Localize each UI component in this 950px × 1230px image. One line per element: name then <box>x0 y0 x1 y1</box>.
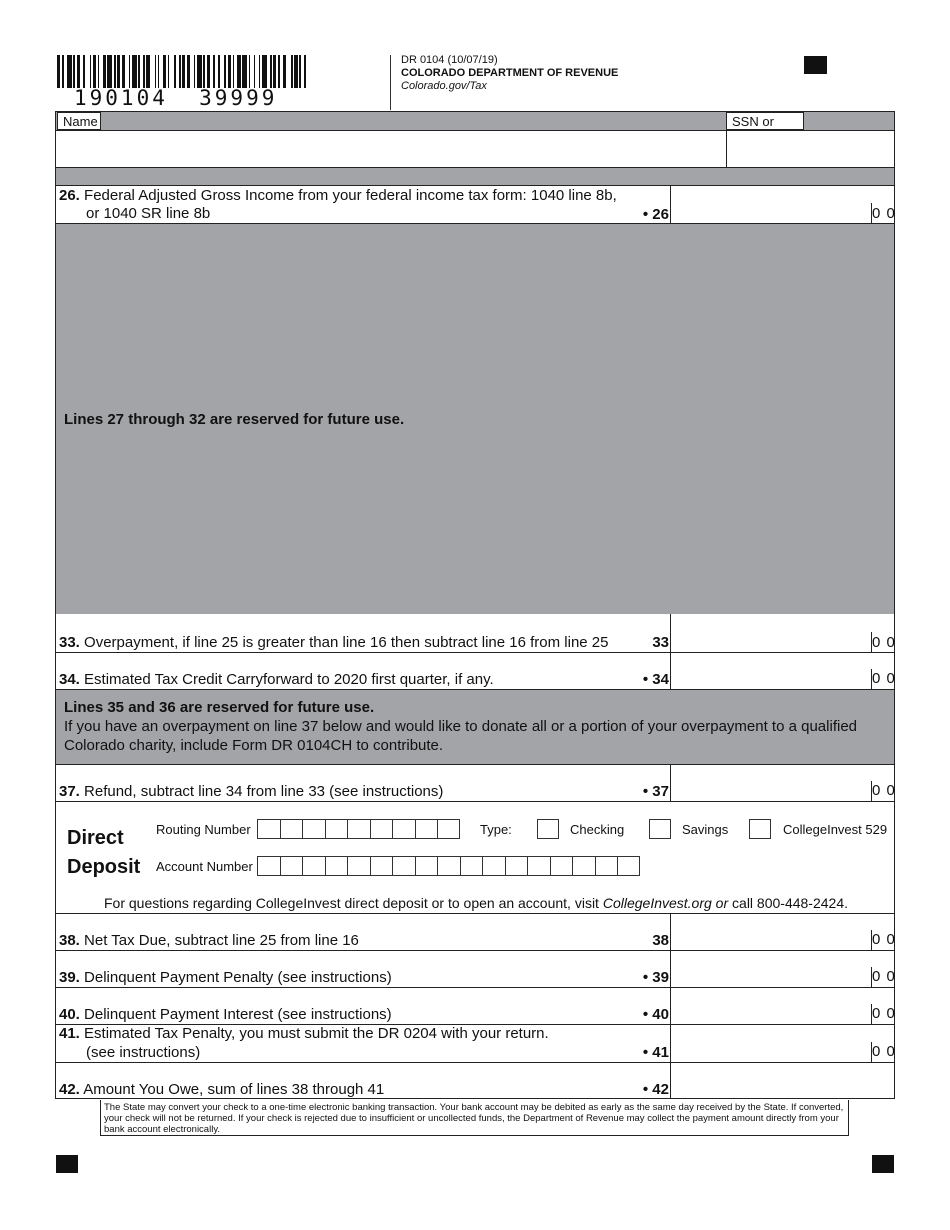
corner-marker-bottom-right <box>872 1155 894 1173</box>
line-40-ref: • 40 <box>642 1006 669 1023</box>
line-26-input[interactable] <box>671 186 871 222</box>
line-39-number: 39. <box>59 969 80 986</box>
account-number-input[interactable] <box>257 856 640 876</box>
account-digit-box[interactable] <box>437 856 460 876</box>
line-39-description: Delinquent Payment Penalty (see instructions) <box>84 969 392 986</box>
line-41-text-cont: (see instructions) <box>86 1044 201 1061</box>
line-33-cents: 0 0 <box>872 634 896 651</box>
line-34-text <box>59 671 494 689</box>
line-39-input[interactable] <box>671 951 871 986</box>
routing-digit-box[interactable] <box>302 819 325 839</box>
checking-checkbox[interactable] <box>537 819 559 839</box>
collegeinvest-label: CollegeInvest 529 <box>783 822 888 837</box>
line-39-cents: 0 0 <box>872 968 896 985</box>
line-39-ref: • 39 <box>642 969 669 986</box>
account-digit-box[interactable] <box>505 856 528 876</box>
form-header <box>401 54 618 93</box>
line-34-number: 34. <box>59 671 80 688</box>
line-41-ref: • 41 <box>642 1044 669 1061</box>
line-41-input[interactable] <box>671 1025 871 1061</box>
line-40-input[interactable] <box>671 988 871 1023</box>
routing-number-label: Routing Number <box>156 822 251 837</box>
collegeinvest-info <box>104 895 848 911</box>
line-37-cents: 0 0 <box>872 782 896 799</box>
routing-digit-box[interactable] <box>392 819 415 839</box>
line-37-ref: • 37 <box>642 783 669 800</box>
direct-deposit-title-line1: Direct <box>67 827 124 849</box>
collegeinvest-info-text: For questions regarding CollegeInvest direct deposit or to open an account, visit <box>104 895 603 911</box>
separator-bar <box>56 168 894 185</box>
account-digit-box[interactable] <box>460 856 483 876</box>
line-38-input[interactable] <box>671 914 871 949</box>
line-39-text <box>59 969 392 987</box>
checking-label: Checking <box>570 822 625 837</box>
line-41-text <box>59 1025 549 1043</box>
account-digit-box[interactable] <box>392 856 415 876</box>
line-33-number: 33. <box>59 634 80 651</box>
routing-digit-box[interactable] <box>347 819 370 839</box>
line-40-description: Delinquent Payment Interest (see instructions) <box>84 1006 392 1023</box>
line-37-input[interactable] <box>671 765 871 800</box>
routing-digit-box[interactable] <box>257 819 280 839</box>
direct-deposit-title-line2: Deposit <box>67 856 141 878</box>
line-33-text <box>59 634 609 652</box>
routing-digit-box[interactable] <box>370 819 393 839</box>
line-38-description: Net Tax Due, subtract line 25 from line 16 <box>84 932 359 949</box>
line-40-number: 40. <box>59 1006 80 1023</box>
routing-digit-box[interactable] <box>325 819 348 839</box>
line-34-input[interactable] <box>671 653 871 688</box>
header-divider <box>390 55 391 110</box>
account-digit-box[interactable] <box>302 856 325 876</box>
line-33-ref: 33 <box>652 634 669 651</box>
line-34-cents: 0 0 <box>872 670 896 687</box>
line-26-text-cont: or 1040 SR line 8b <box>86 205 211 222</box>
line-26-number: 26. <box>59 187 80 204</box>
line-38-ref: 38 <box>652 932 669 949</box>
account-digit-box[interactable] <box>617 856 640 876</box>
account-number-label: Account Number <box>156 859 253 874</box>
line-34-ref: • 34 <box>642 671 669 688</box>
account-digit-box[interactable] <box>550 856 573 876</box>
line-41-description: Estimated Tax Penalty, you must submit the DR 0204 with your return. <box>84 1025 549 1042</box>
line-38-number: 38. <box>59 932 80 949</box>
line-40-text <box>59 1006 392 1024</box>
account-digit-box[interactable] <box>325 856 348 876</box>
account-type-label: Type: <box>480 822 512 837</box>
routing-digit-box[interactable] <box>280 819 303 839</box>
account-digit-box[interactable] <box>370 856 393 876</box>
routing-number-input[interactable] <box>257 819 460 839</box>
name-label: Name <box>57 112 101 130</box>
line-42-text <box>59 1081 384 1099</box>
reserved-35-36-block <box>64 698 890 755</box>
line-26-text <box>59 187 617 205</box>
barcode-digits: 190104 39999 <box>74 86 278 110</box>
line-42-input[interactable] <box>671 1063 893 1098</box>
line-38-cents: 0 0 <box>872 931 896 948</box>
line-26-cents: 0 0 <box>872 205 896 222</box>
collegeinvest-checkbox[interactable] <box>749 819 771 839</box>
line-38-text <box>59 932 359 950</box>
line-40-cents: 0 0 <box>872 1005 896 1022</box>
account-digit-box[interactable] <box>257 856 280 876</box>
line-26-text-part1: Federal Adjusted Gross Income from your federal income tax form: 1040 line 8b, <box>84 187 617 204</box>
account-digit-box[interactable] <box>415 856 438 876</box>
savings-checkbox[interactable] <box>649 819 671 839</box>
line-42-description: Amount You Owe, sum of lines 38 through 41 <box>83 1081 385 1098</box>
direct-deposit-title <box>67 824 140 882</box>
line-26-ref: • 26 <box>642 206 669 223</box>
reserved-27-32-text: Lines 27 through 32 are reserved for future use. <box>64 411 405 428</box>
account-digit-box[interactable] <box>280 856 303 876</box>
account-digit-box[interactable] <box>595 856 618 876</box>
line-41-cents: 0 0 <box>872 1043 896 1060</box>
ssn-input[interactable] <box>727 131 894 167</box>
line-34-description: Estimated Tax Credit Carryforward to 2020 first quarter, if any. <box>84 671 494 688</box>
department-name: COLORADO DEPARTMENT OF REVENUE <box>401 67 619 79</box>
collegeinvest-link[interactable]: CollegeInvest.org or <box>602 895 729 911</box>
line-42-ref: • 42 <box>642 1081 669 1098</box>
line-37-description: Refund, subtract line 34 from line 33 (see instructions) <box>84 783 444 800</box>
ssn-label: SSN or <box>726 112 804 130</box>
account-digit-box[interactable] <box>572 856 595 876</box>
corner-marker-top-right <box>804 56 827 74</box>
website: Colorado.gov/Tax <box>401 80 487 92</box>
routing-digit-box[interactable] <box>437 819 460 839</box>
line-41-number: 41. <box>59 1025 80 1042</box>
line-37-text <box>59 783 443 801</box>
account-digit-box[interactable] <box>482 856 505 876</box>
reserved-35-36-title: Lines 35 and 36 are reserved for future use. <box>64 699 375 716</box>
corner-marker-bottom-left <box>56 1155 78 1173</box>
savings-label: Savings <box>682 822 729 837</box>
name-input[interactable] <box>57 131 725 167</box>
account-digit-box[interactable] <box>347 856 370 876</box>
account-digit-box[interactable] <box>527 856 550 876</box>
line-33-description: Overpayment, if line 25 is greater than line 16 then subtract line 16 from line 25 <box>84 634 609 651</box>
line-33-input[interactable] <box>671 615 871 651</box>
barcode <box>57 55 309 88</box>
form-id: DR 0104 (10/07/19) <box>401 54 498 66</box>
line-37-number: 37. <box>59 783 80 800</box>
electronic-check-notice: The State may convert your check to a one-time electronic banking transaction. Your bank account may be debited as early as the same day received by the State. If converted, your check will not be returned. If your check is rejected due to insufficient or uncollected funds, the Department of Revenue may collect the payment amount directly from your bank account electronically. <box>100 1100 849 1136</box>
reserved-35-36-text: If you have an overpayment on line 37 below and would like to donate all or a portion of your overpayment to a qualified Colorado charity, include Form DR 0104CH to contribute. <box>64 718 858 754</box>
line-42-number: 42. <box>59 1081 80 1098</box>
routing-digit-box[interactable] <box>415 819 438 839</box>
barcode-bar <box>306 55 309 88</box>
rule <box>56 801 894 802</box>
collegeinvest-phone: call 800-448-2424. <box>728 895 849 911</box>
